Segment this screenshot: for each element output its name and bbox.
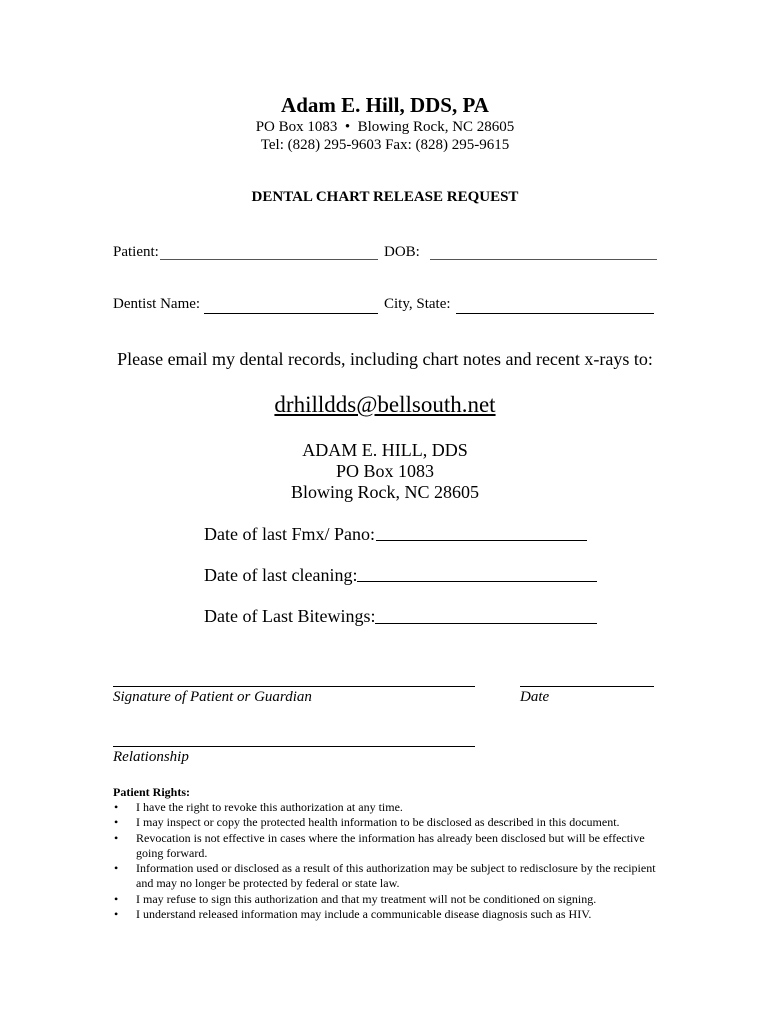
bitewings-label: Date of Last Bitewings: (204, 606, 376, 626)
mail-name: ADAM E. HILL, DDS (302, 440, 468, 460)
date-label: Date (520, 689, 550, 705)
signature-label: Signature of Patient or Guardian (113, 689, 312, 705)
email-link[interactable]: drhilldds@bellsouth.net (274, 392, 496, 417)
list-item: • I understand released information may include a communicable disease diagnosis such as HIV. (113, 907, 673, 922)
date-field[interactable] (520, 686, 654, 687)
list-item: • I have the right to revoke this authorization at any time. (113, 800, 673, 815)
patient-field[interactable] (160, 259, 378, 260)
list-item: • I may inspect or copy the protected health information to be disclosed as described in this document. (113, 815, 673, 830)
patient-rights-list (113, 800, 673, 922)
cleaning-label: Date of last cleaning: (204, 565, 358, 585)
cleaning-field[interactable] (357, 581, 597, 582)
patient-label: Patient: (113, 244, 159, 260)
dob-label: DOB: (384, 244, 420, 260)
relationship-field[interactable] (113, 746, 475, 747)
practice-name: Adam E. Hill, DDS, PA (281, 93, 489, 117)
city-state-label: City, State: (384, 296, 451, 312)
bitewings-field[interactable] (375, 623, 597, 624)
mail-city: Blowing Rock, NC 28605 (290, 482, 479, 502)
fmx-label: Date of last Fmx/ Pano: (204, 524, 375, 544)
signature-field[interactable] (113, 686, 475, 687)
city-state-field[interactable] (456, 313, 654, 314)
practice-phone: Tel: (828) 295-9603 Fax: (828) 295-9615 (260, 137, 510, 153)
list-item: • I may refuse to sign this authorization and that my treatment will not be conditioned on signing. (113, 892, 673, 907)
list-item: • Information used or disclosed as a result of this authorization may be subject to redisclosure by the recipient and may no longer be protected by federal or state law. (113, 861, 673, 892)
fmx-field[interactable] (376, 540, 587, 541)
list-item: • Revocation is not effective in cases where the information has already been disclosed but will be effective going forward. (113, 831, 673, 862)
patient-rights-heading: Patient Rights: (113, 785, 190, 799)
form-title: DENTAL CHART RELEASE REQUEST (251, 189, 519, 205)
dentist-name-label: Dentist Name: (113, 296, 201, 312)
relationship-label: Relationship (113, 749, 189, 765)
email-instructions: Please email my dental records, including chart notes and recent x-rays to: (117, 349, 653, 369)
dentist-name-field[interactable] (204, 313, 378, 314)
mail-po-box: PO Box 1083 (335, 461, 434, 481)
practice-address: PO Box 1083 • Blowing Rock, NC 28605 (255, 119, 515, 135)
dob-field[interactable] (430, 259, 657, 260)
